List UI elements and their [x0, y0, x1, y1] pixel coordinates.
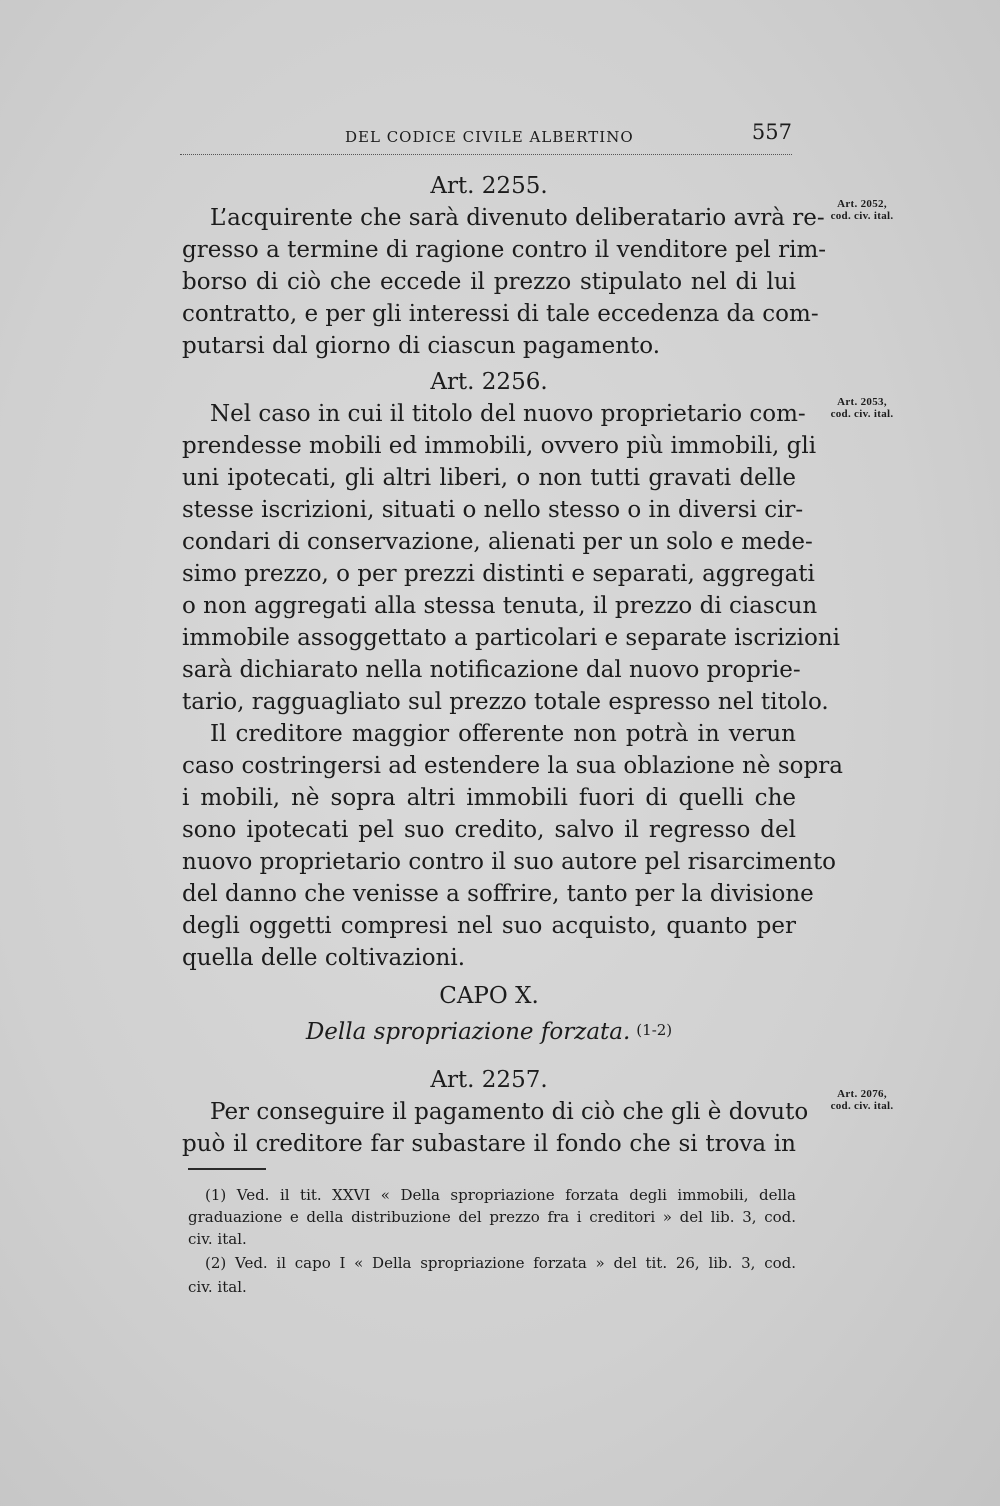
article-2255-line: L’acquirente che sarà divenuto deliberatario avrà re- — [210, 205, 825, 231]
page-number: 557 — [751, 120, 792, 144]
article-2256-line: degli oggetti compresi nel suo acquisto, quanto per — [182, 913, 796, 939]
margin-note-code: cod. civ. ital. — [830, 210, 894, 222]
article-2256-line: sono ipotecati pel suo credito, salvo il regresso del — [182, 817, 796, 843]
article-2256-line: prendesse mobili ed immobili, ovvero più immobili, gli — [182, 433, 817, 459]
article-2256-line: Nel caso in cui il titolo del nuovo proprietario com- — [210, 401, 806, 427]
chapter-subtitle-text: Della spropriazione forzata. — [305, 1019, 631, 1045]
margin-note-article: Art. 2052, — [837, 198, 887, 210]
article-2255-line: contratto, e per gli interessi di tale eccedenza da com- — [182, 301, 819, 327]
article-2256-line: simo prezzo, o per prezzi distinti e separati, aggregati — [182, 561, 815, 587]
article-2256-line: caso costringersi ad estendere la sua oblazione nè sopra — [182, 753, 843, 779]
article-2256-line: sarà dichiarato nella notificazione dal nuovo proprie- — [182, 657, 801, 683]
article-2256-line: del danno che venisse a soffrire, tanto per la divisione — [182, 881, 814, 907]
article-2256-line: stesse iscrizioni, situati o nello stesso o in diversi cir- — [182, 497, 804, 523]
article-2256-line: uni ipotecati, gli altri liberi, o non tutti gravati delle — [182, 465, 796, 491]
article-2255-line: gresso a termine di ragione contro il venditore pel rim- — [182, 237, 827, 263]
margin-note — [812, 396, 912, 420]
article-2255-line: borso di ciò che eccede il prezzo stipulato nel di lui — [182, 269, 796, 295]
article-2256-line: nuovo proprietario contro il suo autore pel risarcimento — [182, 849, 837, 875]
running-header — [180, 120, 792, 155]
chapter-subtitle — [182, 1016, 796, 1048]
margin-note-code: cod. civ. ital. — [830, 408, 894, 420]
article-heading-2255: Art. 2255. — [430, 173, 548, 199]
article-2256-line: tario, ragguagliato sul prezzo totale espresso nel titolo. — [182, 689, 829, 715]
footnote-line: graduazione e della distribuzione del prezzo fra i creditori » del lib. 3, cod. — [188, 1208, 796, 1226]
article-2255-line: putarsi dal giorno di ciascun pagamento. — [182, 333, 661, 359]
header-title: DEL CODICE CIVILE ALBERTINO — [345, 128, 634, 146]
margin-note-code: cod. civ. ital. — [830, 1100, 894, 1112]
footnote-line: (1) Ved. il tit. XXVI « Della spropriazione forzata degli immobili, della — [205, 1186, 796, 1204]
article-heading-2257: Art. 2257. — [430, 1067, 548, 1093]
article-2256-line: Il creditore maggior offerente non potrà in verun — [210, 721, 796, 747]
article-heading-2256: Art. 2256. — [430, 369, 548, 395]
chapter-heading: CAPO X. — [439, 983, 539, 1009]
margin-note-article: Art. 2053, — [837, 396, 887, 408]
footnote-reference: (1-2) — [636, 1021, 673, 1039]
article-2256-line: o non aggregati alla stessa tenuta, il prezzo di ciascun — [182, 593, 818, 619]
article-2256-line: immobile assoggettato a particolari e separate iscrizioni — [182, 625, 841, 651]
footnote-line: civ. ital. — [188, 1230, 247, 1248]
margin-note-article: Art. 2076, — [837, 1088, 887, 1100]
footnote-divider — [188, 1168, 266, 1170]
margin-note — [812, 198, 912, 222]
article-2256-line: quella delle coltivazioni. — [182, 945, 466, 971]
margin-note — [812, 1088, 912, 1112]
article-2257-line: può il creditore far subastare il fondo che si trova in — [182, 1131, 796, 1157]
article-2257-line: Per conseguire il pagamento di ciò che gli è dovuto — [210, 1099, 809, 1125]
footnote-line: (2) Ved. il capo I « Della spropriazione forzata » del tit. 26, lib. 3, cod. — [205, 1254, 796, 1272]
article-2256-line: condari di conservazione, alienati per un solo e mede- — [182, 529, 813, 555]
article-2256-line: i mobili, nè sopra altri immobili fuori di quelli che — [182, 785, 796, 811]
footnote-line: civ. ital. — [188, 1278, 247, 1296]
